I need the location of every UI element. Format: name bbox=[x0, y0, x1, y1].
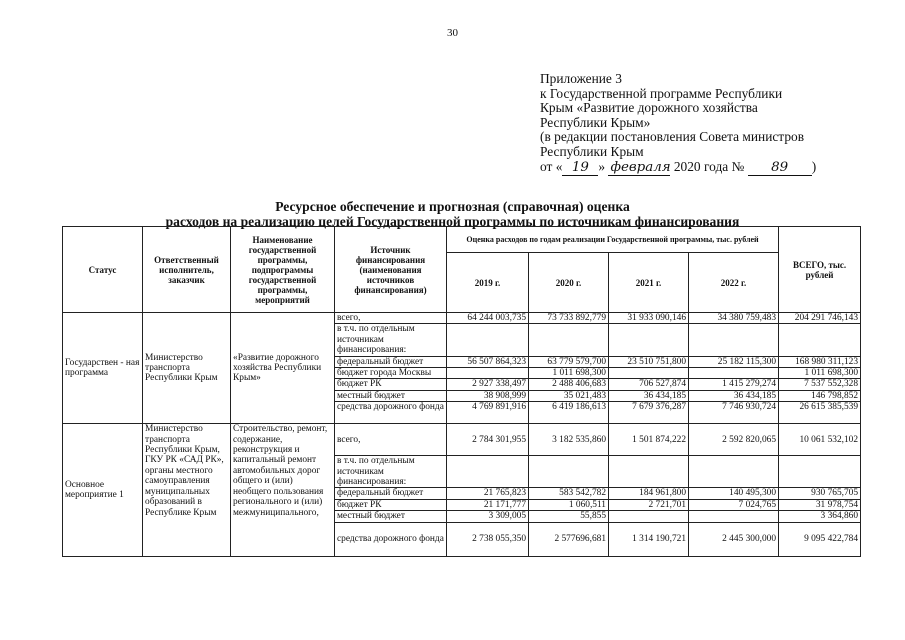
block2-breakdown-2022 bbox=[689, 456, 779, 488]
header-year-2019: 2019 г. bbox=[447, 253, 529, 313]
block2-total-2019: 2 784 301,955 bbox=[447, 424, 529, 456]
block2-total-2021: 1 501 874,222 bbox=[609, 424, 689, 456]
block1-executor: Министерство транспорта Республики Крым bbox=[143, 313, 231, 424]
block2-name: Строительство, ремонт, содержание, реконструкция и капитальный ремонт автомобильных дорог общего и (или) необщего пользования регионального и (или) межмуниципального, bbox=[231, 424, 335, 556]
header-program-name: Наименование государственной программы, подпрограммы государственной программы, мероприятий bbox=[231, 227, 335, 313]
block1-moscow-2020: 1 011 698,300 bbox=[529, 368, 609, 379]
block1-rk-2020: 2 488 406,683 bbox=[529, 379, 609, 390]
block1-federal-2021: 23 510 751,800 bbox=[609, 356, 689, 367]
block2-rk-2021: 2 721,701 bbox=[609, 499, 689, 510]
block1-rk-2021: 706 527,874 bbox=[609, 379, 689, 390]
block1-total-all: 204 291 746,143 bbox=[779, 313, 861, 324]
block1-source-federal: федеральный бюджет bbox=[335, 356, 447, 367]
block2-breakdown-2021 bbox=[609, 456, 689, 488]
handwritten-number: 89 bbox=[748, 161, 812, 177]
block2-source-local: местный бюджет bbox=[335, 511, 447, 522]
block1-breakdown-2019 bbox=[447, 324, 529, 356]
quote-close: » bbox=[598, 158, 606, 174]
block2-federal-2019: 21 765,823 bbox=[447, 488, 529, 499]
block2-rk-total: 31 978,754 bbox=[779, 499, 861, 510]
block1-local-2019: 38 908,999 bbox=[447, 390, 529, 401]
header-status: Статус bbox=[63, 227, 143, 313]
block1-source-breakdown: в т.ч. по отдельным источникам финансирования: bbox=[335, 324, 447, 356]
block1-road-fund-2022: 7 746 930,724 bbox=[689, 402, 779, 424]
block2-local-2022 bbox=[689, 511, 779, 522]
block2-road-fund-total: 9 095 422,784 bbox=[779, 522, 861, 556]
block1-total-2020: 73 733 892,779 bbox=[529, 313, 609, 324]
block2-total-2022: 2 592 820,065 bbox=[689, 424, 779, 456]
block2-federal-2021: 184 961,800 bbox=[609, 488, 689, 499]
block2-road-fund-2021: 1 314 190,721 bbox=[609, 522, 689, 556]
block2-federal-total: 930 765,705 bbox=[779, 488, 861, 499]
funding-table bbox=[62, 226, 861, 557]
block1-federal-total: 168 980 311,123 bbox=[779, 356, 861, 367]
block1-rk-2019: 2 927 338,497 bbox=[447, 379, 529, 390]
block1-federal-2022: 25 182 115,300 bbox=[689, 356, 779, 367]
block1-source-total: всего, bbox=[335, 313, 447, 324]
block2-rk-2020: 1 060,511 bbox=[529, 499, 609, 510]
block1-source-moscow: бюджет города Москвы bbox=[335, 368, 447, 379]
appendix-line-6: Республики Крым bbox=[540, 143, 644, 159]
header-total: ВСЕГО, тыс. рублей bbox=[779, 227, 861, 313]
block1-breakdown-2021 bbox=[609, 324, 689, 356]
block1-source-road-fund: средства дорожного фонда bbox=[335, 402, 447, 424]
appendix-line-4: Республики Крым» bbox=[540, 114, 651, 130]
block2-federal-2022: 140 495,300 bbox=[689, 488, 779, 499]
block2-road-fund-2022: 2 445 300,000 bbox=[689, 522, 779, 556]
block1-road-fund-2019: 4 769 891,916 bbox=[447, 402, 529, 424]
header-year-2021: 2021 г. bbox=[609, 253, 689, 313]
header-estimate: Оценка расходов по годам реализации Государственной программы, тыс. рублей bbox=[447, 227, 779, 253]
block2-road-fund-2019: 2 738 055,350 bbox=[447, 522, 529, 556]
block1-moscow-total: 1 011 698,300 bbox=[779, 368, 861, 379]
resolution-date-line bbox=[540, 160, 880, 177]
block1-total-2021: 31 933 090,146 bbox=[609, 313, 689, 324]
block2-local-2020: 55,855 bbox=[529, 511, 609, 522]
block2-source-breakdown: в т.ч. по отдельным источникам финансирования: bbox=[335, 456, 447, 488]
appendix-line-2: к Государственной программе Республики bbox=[540, 85, 783, 101]
block1-total-2022: 34 380 759,483 bbox=[689, 313, 779, 324]
block2-road-fund-2020: 2 577696,681 bbox=[529, 522, 609, 556]
appendix-line-1: Приложение 3 bbox=[540, 71, 622, 86]
header-source: Источник финансирования (наименования источников финансирования) bbox=[335, 227, 447, 313]
block1-federal-2019: 56 507 864,323 bbox=[447, 356, 529, 367]
block2-source-total: всего, bbox=[335, 424, 447, 456]
block1-moscow-2019 bbox=[447, 368, 529, 379]
block1-status: Государствен - ная программа bbox=[63, 313, 143, 424]
block1-source-local: местный бюджет bbox=[335, 390, 447, 401]
block1-rk-total: 7 537 552,328 bbox=[779, 379, 861, 390]
page-number: 30 bbox=[447, 27, 458, 39]
block2-breakdown-total bbox=[779, 456, 861, 488]
year-label: 2020 года № bbox=[673, 158, 745, 174]
block2-federal-2020: 583 542,782 bbox=[529, 488, 609, 499]
handwritten-day: 19 bbox=[562, 161, 598, 177]
block1-name: «Развитие дорожного хозяйства Республики Крым» bbox=[231, 313, 335, 424]
block1-breakdown-2022 bbox=[689, 324, 779, 356]
block1-road-fund-total: 26 615 385,539 bbox=[779, 402, 861, 424]
block1-local-total: 146 798,852 bbox=[779, 390, 861, 401]
block2-total-all: 10 061 532,102 bbox=[779, 424, 861, 456]
block1-road-fund-2021: 7 679 376,287 bbox=[609, 402, 689, 424]
block1-local-2022: 36 434,185 bbox=[689, 390, 779, 401]
appendix-line-3: Крым «Развитие дорожного хозяйства bbox=[540, 100, 758, 116]
block2-source-federal: федеральный бюджет bbox=[335, 488, 447, 499]
block1-local-2021: 36 434,185 bbox=[609, 390, 689, 401]
block1-moscow-2022 bbox=[689, 368, 779, 379]
from-label: от « bbox=[540, 158, 563, 174]
block1-breakdown-total bbox=[779, 324, 861, 356]
block2-source-road-fund: средства дорожного фонда bbox=[335, 522, 447, 556]
block1-road-fund-2020: 6 419 186,613 bbox=[529, 402, 609, 424]
appendix-line-5: (в редакции постановления Совета министров bbox=[540, 129, 805, 145]
block2-executor: Министерство транспорта Республики Крым, ГКУ РК «САД РК», органы местного самоуправления муниципальных образований в Республике Крым bbox=[143, 424, 231, 556]
block2-local-2019: 3 309,005 bbox=[447, 511, 529, 522]
document-title-line-1: Ресурсное обеспечение и прогнозная (справочная) оценка bbox=[275, 199, 630, 214]
block1-federal-2020: 63 779 579,700 bbox=[529, 356, 609, 367]
appendix-heading bbox=[540, 72, 880, 176]
block1-source-rk: бюджет РК bbox=[335, 379, 447, 390]
block1-total-2019: 64 244 003,735 bbox=[447, 313, 529, 324]
block2-breakdown-2020 bbox=[529, 456, 609, 488]
block2-breakdown-2019 bbox=[447, 456, 529, 488]
closing-paren: ) bbox=[811, 158, 817, 174]
block2-rk-2022: 7 024,765 bbox=[689, 499, 779, 510]
handwritten-month: февраля bbox=[610, 159, 671, 175]
header-year-2022: 2022 г. bbox=[689, 253, 779, 313]
header-executor: Ответственный исполнитель, заказчик bbox=[143, 227, 231, 313]
block1-breakdown-2020 bbox=[529, 324, 609, 356]
block2-local-2021 bbox=[609, 511, 689, 522]
header-year-2020: 2020 г. bbox=[529, 253, 609, 313]
block2-local-total: 3 364,860 bbox=[779, 511, 861, 522]
block2-source-rk: бюджет РК bbox=[335, 499, 447, 510]
block2-rk-2019: 21 171,777 bbox=[447, 499, 529, 510]
block2-total-2020: 3 182 535,860 bbox=[529, 424, 609, 456]
block2-status: Основное мероприятие 1 bbox=[63, 424, 143, 556]
block1-moscow-2021 bbox=[609, 368, 689, 379]
block1-rk-2022: 1 415 279,274 bbox=[689, 379, 779, 390]
block1-local-2020: 35 021,483 bbox=[529, 390, 609, 401]
document-title-line-2: расходов на реализацию целей Государственной программы по источникам финансирования bbox=[165, 214, 740, 229]
